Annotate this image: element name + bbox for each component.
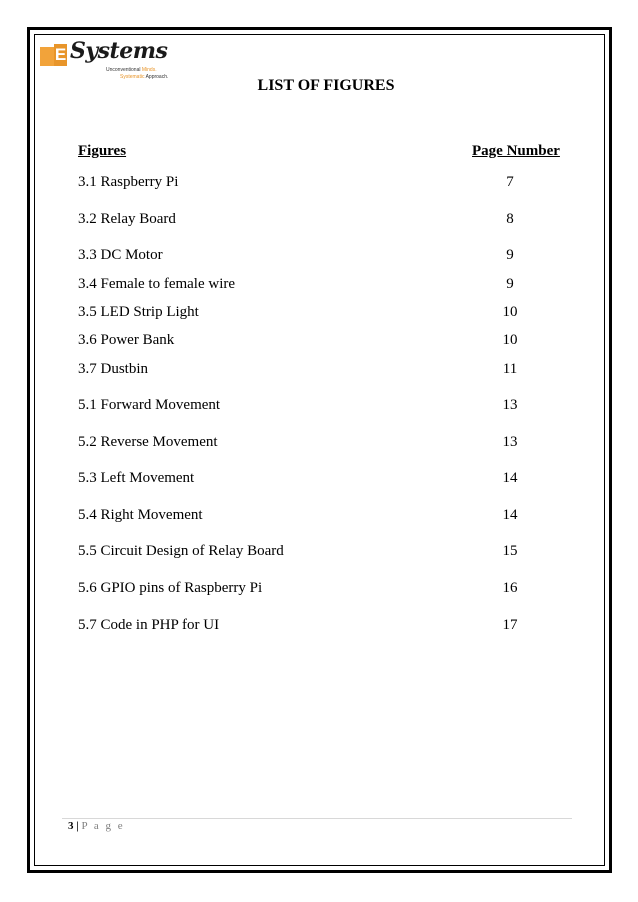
figure-label: 5.2 Reverse Movement (78, 434, 218, 450)
page-title: LIST OF FIGURES (257, 77, 395, 94)
list-item (78, 543, 538, 563)
list-item (78, 211, 538, 231)
figure-page-number: 15 (502, 543, 518, 559)
footer-page-word: P a g e (81, 820, 125, 832)
list-item (78, 397, 538, 417)
list-item (78, 434, 538, 454)
figure-label: 3.2 Relay Board (78, 211, 176, 227)
logo-brand-name: Systems (70, 38, 168, 64)
logo-letter: E (54, 45, 67, 64)
footer-divider (62, 818, 572, 819)
figure-page-number: 14 (502, 507, 518, 523)
list-item (78, 580, 538, 600)
figure-label: 3.5 LED Strip Light (78, 304, 199, 320)
list-item (78, 507, 538, 527)
list-item (78, 276, 538, 296)
footer-separator: | (73, 820, 82, 832)
list-item (78, 617, 538, 637)
figure-label: 3.4 Female to female wire (78, 276, 236, 292)
figure-label: 5.4 Right Movement (78, 507, 203, 523)
figures-column-header: Figures (78, 143, 127, 159)
figure-label: 5.6 GPIO pins of Raspberry Pi (78, 580, 263, 596)
list-item (78, 332, 538, 352)
figure-page-number: 14 (502, 470, 518, 486)
list-item (78, 361, 538, 381)
figure-label: 3.7 Dustbin (78, 361, 149, 377)
figure-page-number: 7 (506, 174, 514, 190)
logo-square (40, 47, 54, 66)
figure-label: 5.5 Circuit Design of Relay Board (78, 543, 284, 559)
figure-label: 3.1 Raspberry Pi (78, 174, 179, 190)
figure-page-number: 13 (502, 397, 518, 413)
footer-page-number: 3 (68, 820, 74, 832)
figure-page-number: 9 (506, 247, 514, 263)
figure-page-number: 11 (502, 361, 518, 377)
figure-page-number: 9 (506, 276, 514, 292)
figure-page-number: 8 (506, 211, 514, 227)
logo-tagline-2: Systematic Approach. (120, 74, 169, 80)
page-footer (68, 820, 125, 832)
page-number-column-header: Page Number (472, 143, 560, 159)
figure-page-number: 17 (502, 617, 518, 633)
figure-label: 5.3 Left Movement (78, 470, 195, 486)
figure-page-number: 10 (502, 332, 518, 348)
list-item (78, 247, 538, 267)
list-item (78, 470, 538, 490)
figure-label: 3.3 DC Motor (78, 247, 163, 263)
list-item (78, 174, 538, 194)
figure-page-number: 16 (502, 580, 518, 596)
figure-page-number: 13 (502, 434, 518, 450)
figure-page-number: 10 (502, 304, 518, 320)
figure-label: 5.1 Forward Movement (78, 397, 221, 413)
list-item (78, 304, 538, 324)
figure-label: 5.7 Code in PHP for UI (78, 617, 220, 633)
logo-tagline-1: Unconventional Minds. (106, 67, 157, 73)
figure-label: 3.6 Power Bank (78, 332, 175, 348)
